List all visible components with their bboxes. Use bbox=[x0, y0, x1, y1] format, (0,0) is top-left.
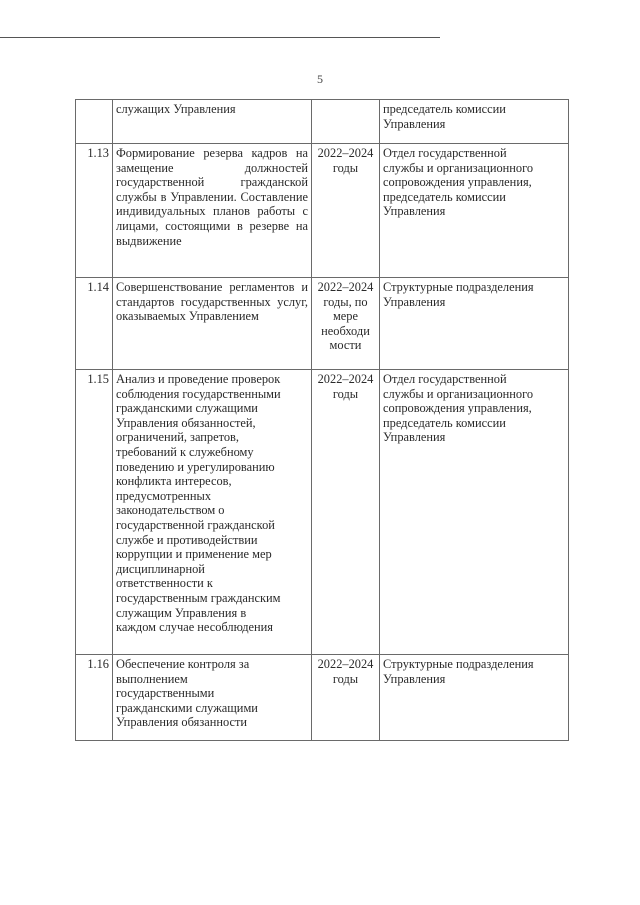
item-number: 1.14 bbox=[76, 278, 113, 370]
item-number: 1.15 bbox=[76, 370, 113, 655]
responsible-cell: Структурные подразделения Управления bbox=[380, 278, 569, 370]
term-cell: 2022–2024 годы bbox=[312, 655, 380, 741]
term-cell: 2022–2024 годы bbox=[312, 144, 380, 278]
activity-cell: служащих Управления bbox=[113, 100, 312, 144]
responsible-cell: председатель комиссии Управления bbox=[380, 100, 569, 144]
table-row bbox=[76, 278, 569, 370]
table-row bbox=[76, 370, 569, 655]
table-row bbox=[76, 100, 569, 144]
activity-cell: Обеспечение контроля за выполнением государственными гражданскими служащими Управления обязанности bbox=[113, 655, 312, 741]
responsible-cell: Структурные подразделения Управления bbox=[380, 655, 569, 741]
table-row bbox=[76, 655, 569, 741]
term-cell: 2022–2024 годы, по мере необходи мости bbox=[312, 278, 380, 370]
scan-border-line bbox=[0, 37, 440, 38]
page-number: 5 bbox=[317, 72, 323, 86]
activity-cell: Формирование резерва кадров на замещение должностей государственной гражданской службы в Управлении. Составление индивидуальных планов работы с лицами, состоящими в резерве на выдвижение bbox=[113, 144, 312, 278]
activity-plan-table bbox=[75, 99, 569, 741]
responsible-cell: Отдел государственной службы и организационного сопровождения управления, председатель комиссии Управления bbox=[380, 144, 569, 278]
table-row bbox=[76, 144, 569, 278]
item-number: 1.13 bbox=[76, 144, 113, 278]
responsible-cell: Отдел государственной службы и организационного сопровождения управления, председатель комиссии Управления bbox=[380, 370, 569, 655]
item-number: 1.16 bbox=[76, 655, 113, 741]
activity-cell: Совершенствование регламентов и стандартов государственных услуг, оказываемых Управлением bbox=[113, 278, 312, 370]
activity-cell: Анализ и проведение проверок соблюдения государственными гражданскими служащими Управления обязанностей, ограничений, запретов, требований к служебному поведению и урегулированию конфликта интересов, предусмотренных законодательством о государственной гражданской службе и противодействии коррупции и применение мер дисциплинарной ответственности к государственным гражданским служащим Управления в каждом случае несоблюдения bbox=[113, 370, 312, 655]
term-cell: 2022–2024 годы bbox=[312, 370, 380, 655]
item-number bbox=[76, 100, 113, 144]
term-cell bbox=[312, 100, 380, 144]
